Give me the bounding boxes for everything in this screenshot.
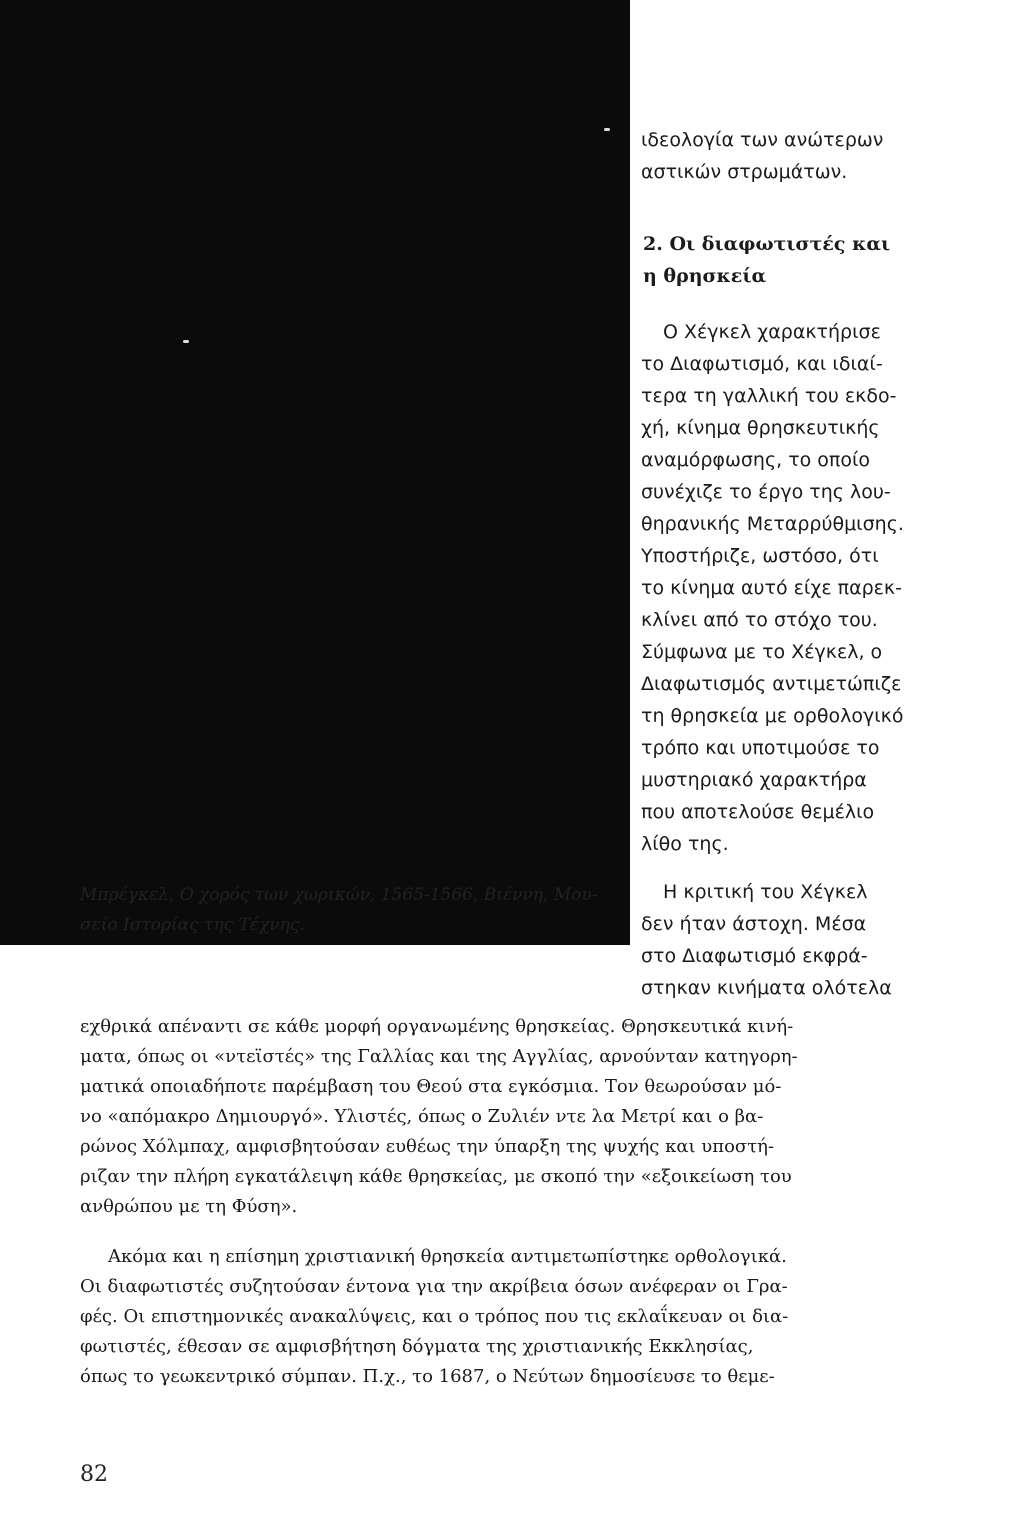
paragraph-2 xyxy=(641,876,961,1004)
text-line: το κίνημα αυτό είχε παρεκ- xyxy=(641,577,902,599)
section-heading xyxy=(643,228,890,292)
text-line: Υποστήριζε, ωστόσο, ότι xyxy=(641,545,879,567)
text-line: ματικά οποιαδήποτε παρέμβαση του Θεού στα εγκόσμια. Τον θεωρούσαν μό- xyxy=(80,1076,782,1097)
text-line: ριζαν την πλήρη εγκατάλειψη κάθε θρησκείας, με σκοπό την «εξοικείωση του xyxy=(80,1166,792,1187)
heading-line: 2. Οι διαφωτιστές και xyxy=(643,233,891,255)
text-line: Ακόμα και η επίσημη χριστιανική θρησκεία αντιμετωπίστηκε ορθολογικά. xyxy=(108,1246,787,1267)
image-speck xyxy=(183,340,189,343)
text-line: ανθρώπου με τη Φύση». xyxy=(80,1196,298,1217)
figure-caption xyxy=(80,880,620,940)
text-line: στο Διαφωτισμό εκφρά- xyxy=(641,945,868,967)
paragraph-3 xyxy=(80,1242,960,1392)
text-line: στηκαν κινήματα ολότελα xyxy=(641,977,892,999)
text-line: που αποτελούσε θεμέλιο xyxy=(641,801,875,823)
text-line: Οι διαφωτιστές συζητούσαν έντονα για την ακρίβεια όσων ανέφεραν οι Γρα- xyxy=(80,1276,788,1297)
text-line: θηρανικής Μεταρρύθμισης. xyxy=(641,513,904,535)
text-line: όπως το γεωκεντρικό σύμπαν. Π.χ., το 1687, ο Νεύτων δημοσίευσε το θεμε- xyxy=(80,1366,775,1387)
text-line: συνέχιζε το έργο της λου- xyxy=(641,481,891,503)
caption-line: σείο Ιστορίας της Τέχνης. xyxy=(80,915,305,935)
text-line: τερα τη γαλλική του εκδο- xyxy=(641,385,897,407)
text-line: αστικών στρωμάτων. xyxy=(641,161,848,183)
text-line: Η κριτική του Χέγκελ xyxy=(663,881,868,903)
caption-line: Μπρέγκελ, Ο χορός των χωρικών, 1565-1566, Βιέννη, Μου- xyxy=(80,885,598,905)
image-speck xyxy=(604,128,610,131)
intro-text xyxy=(641,124,961,188)
text-line: χή, κίνημα θρησκευτικής xyxy=(641,417,880,439)
text-line: εχθρικά απέναντι σε κάθε μορφή οργανωμένης θρησκείας. Θρησκευτικά κινή- xyxy=(80,1016,794,1037)
text-line: ρώνος Χόλμπαχ, αμφισβητούσαν ευθέως την ύπαρξη της ψυχής και υποστή- xyxy=(80,1136,775,1157)
text-line: φωτιστές, έθεσαν σε αμφισβήτηση δόγματα της χριστιανικής Εκκλησίας, xyxy=(80,1336,754,1357)
text-line: Σύμφωνα με το Χέγκελ, ο xyxy=(641,641,883,663)
text-line: το Διαφωτισμό, και ιδιαί- xyxy=(641,353,883,375)
text-line: τρόπο και υποτιμούσε το xyxy=(641,737,880,759)
text-line: λίθο της. xyxy=(641,833,729,855)
painting-image xyxy=(0,0,630,945)
text-line: φές. Οι επιστημονικές ανακαλύψεις, και ο τρόπος που τις εκλαΐκευαν οι δια- xyxy=(80,1306,789,1327)
paragraph-1 xyxy=(641,316,961,860)
text-line: τη θρησκεία με ορθολογικό xyxy=(641,705,904,727)
text-line: ιδεολογία των ανώτερων xyxy=(641,129,884,151)
text-line: Ο Χέγκελ χαρακτήρισε xyxy=(663,321,881,343)
text-line: ματα, όπως οι «ντεϊστές» της Γαλλίας και της Αγγλίας, αρνούνταν κατηγορη- xyxy=(80,1046,798,1067)
text-line: δεν ήταν άστοχη. Μέσα xyxy=(641,913,867,935)
text-line: μυστηριακό χαρακτήρα xyxy=(641,769,867,791)
page-number: 82 xyxy=(80,1462,108,1487)
text-line: κλίνει από το στόχο του. xyxy=(641,609,878,631)
heading-line: η θρησκεία xyxy=(643,265,767,287)
paragraph-2-continued xyxy=(80,1012,960,1222)
text-line: Διαφωτισμός αντιμετώπιζε xyxy=(641,673,902,695)
text-line: αναμόρφωσης, το οποίο xyxy=(641,449,871,471)
text-line: νο «απόμακρο Δημιουργό». Υλιστές, όπως ο Ζυλιέν ντε λα Μετρί και ο βα- xyxy=(80,1106,764,1127)
